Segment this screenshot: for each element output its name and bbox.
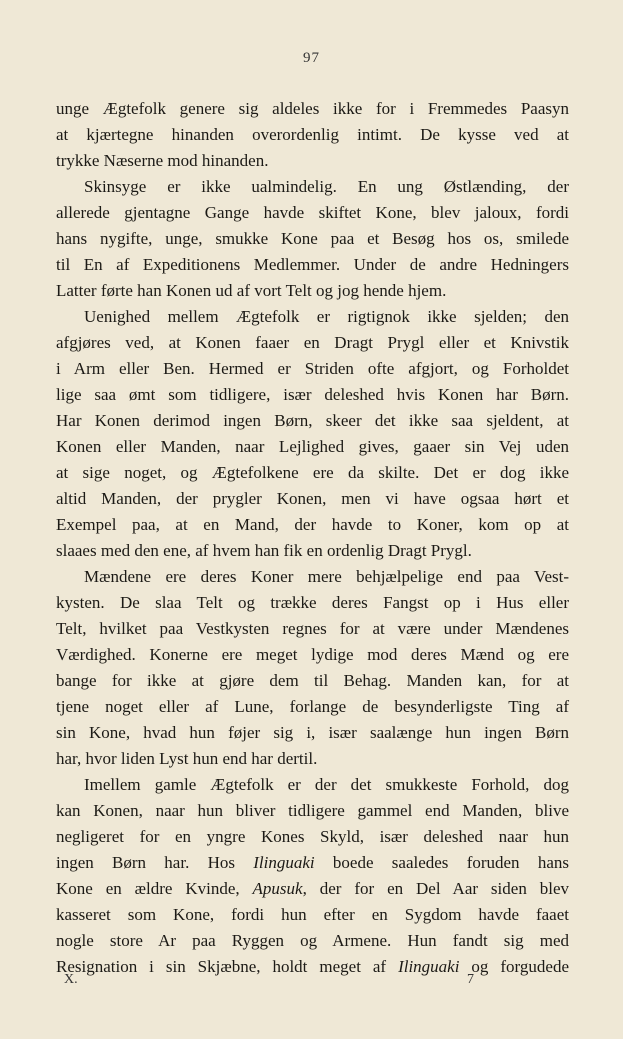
text-line: at sige noget, og Ægtefolkene ere da skilte. Det er dog ikke [56,463,569,482]
text-line: slaaes med den ene, af hvem han fik en ordenlig Dragt Prygl. [56,541,472,560]
text-line: Mændene ere deres Koner mere behjælpelige end paa Vest- [84,567,569,586]
text-line: Latter førte han Konen ud af vort Telt og jog hende hjem. [56,281,447,300]
text-line: trykke Næserne mod hinanden. [56,151,269,170]
paragraph [56,174,569,304]
text-line: unge Ægtefolk genere sig aldeles ikke for i Fremmedes Paasyn [56,99,569,118]
text-line: lige saa ømt som tidligere, især deleshed hvis Konen har Børn. [56,385,569,404]
text-line: hans nygifte, unge, smukke Kone paa et Besøg hos os, smilede [56,229,569,248]
text-line: sin Kone, hvad hun føjer sig i, især saalænge hun ingen Børn [56,723,569,742]
text-line: ingen Børn har. Hos Ilinguaki boede saaledes foruden hans [56,853,569,872]
text-line: Konen eller Manden, naar Lejlighed gives, gaaer sin Vej uden [56,437,569,456]
paragraph [56,304,569,564]
signature-mark-right: 7 [467,972,474,987]
italic-name: Ilinguaki [253,853,315,872]
text-line: kan Konen, naar hun bliver tidligere gammel end Manden, blive [56,801,569,820]
page-number: 97 [303,50,320,66]
text-line: Exempel paa, at en Mand, der havde to Koner, kom op at [56,515,569,534]
italic-name: Apusuk [252,879,303,898]
text-line: i Arm eller Ben. Hermed er Striden ofte afgjort, og Forholdet [56,359,569,378]
text-line: Imellem gamle Ægtefolk er der det smukkeste Forhold, dog [84,775,569,794]
text-line: Telt, hvilket paa Vestkysten regnes for at være under Mændenes [56,619,569,638]
text-line: Kone en ældre Kvinde, Apusuk, der for en Del Aar siden blev [56,879,569,898]
text-line: altid Manden, der prygler Konen, men vi have ogsaa hørt et [56,489,569,508]
italic-name: Ilinguaki [398,957,460,976]
text-line: Har Konen derimod ingen Børn, skeer det ikke saa sjeldent, at [56,411,569,430]
text-line: har, hvor liden Lyst hun end har dertil. [56,749,318,768]
body-text [56,96,569,980]
text-line: allerede gjentagne Gange havde skiftet Kone, blev jaloux, fordi [56,203,569,222]
text-line: kysten. De slaa Telt og trække deres Fangst op i Hus eller [56,593,569,612]
text-line: negligeret for en yngre Kones Skyld, især deleshed naar hun [56,827,569,846]
text-line: Værdighed. Konerne ere meget lydige mod deres Mænd og ere [56,645,569,664]
text-line: afgjøres ved, at Konen faaer en Dragt Prygl eller et Knivstik [56,333,569,352]
text-line: at kjærtegne hinanden overordenlig intimt. De kysse ved at [56,125,569,144]
text-line: Skinsyge er ikke ualmindelig. En ung Østlænding, der [84,177,569,196]
text-line: nogle store Ar paa Ryggen og Armene. Hun fandt sig med [56,931,569,950]
text-line: tjene noget eller af Lune, forlange de besynderligste Ting af [56,697,569,716]
paragraph [56,96,569,174]
paragraph [56,772,569,980]
text-line: kasseret som Kone, fordi hun efter en Sygdom havde faaet [56,905,569,924]
paragraph [56,564,569,772]
text-line: bange for ikke at gjøre dem til Behag. Manden kan, for at [56,671,569,690]
text-line: til En af Expeditionens Medlemmer. Under de andre Hedningers [56,255,569,274]
text-line: Resignation i sin Skjæbne, holdt meget af Ilinguaki og forgudede [56,957,569,976]
signature-mark-left: X. [64,972,78,987]
text-line: Uenighed mellem Ægtefolk er rigtignok ikke sjelden; den [84,307,569,326]
